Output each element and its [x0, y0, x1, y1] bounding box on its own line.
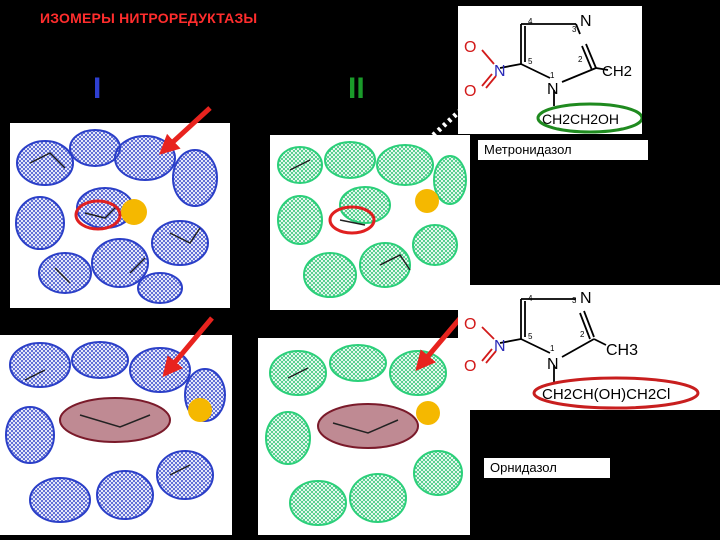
methyl-label: CH2	[602, 63, 633, 80]
ring-num-1: 1	[550, 71, 555, 80]
ring-num-5: 5	[528, 57, 533, 66]
ring-num-2: 2	[578, 55, 583, 64]
atom-o-bottom: O	[464, 358, 477, 375]
atom-n-bottom: N	[547, 356, 559, 373]
arrow-1	[162, 108, 210, 152]
structure-ornidazole	[458, 285, 720, 410]
arrow-2	[165, 318, 212, 374]
ring-num-2: 2	[580, 330, 585, 339]
ring-num-1: 1	[550, 344, 555, 353]
atom-o-top: O	[464, 316, 477, 333]
atom-o-bottom: O	[464, 83, 477, 100]
isomer-label-1: I	[93, 72, 102, 105]
atom-nitro-n: N	[494, 338, 506, 355]
atom-nitro-n: N	[494, 63, 506, 80]
atom-n-top: N	[580, 13, 592, 30]
ring-num-5: 5	[528, 332, 533, 341]
atom-n-bottom: N	[547, 81, 559, 98]
ring-num-4: 4	[528, 294, 533, 303]
ring-num-3: 3	[572, 25, 577, 34]
atom-n-top: N	[580, 290, 592, 307]
caption-ornidazole: Орнидазол	[484, 458, 610, 478]
page-title: ИЗОМЕРЫ НИТРОРЕДУКТАЗЫ	[40, 10, 258, 26]
structure-metronidazole	[458, 6, 642, 134]
ring-num-3: 3	[572, 296, 577, 305]
substituent-label: CH2CH(OH)CH2Cl	[542, 386, 671, 403]
caption-metronidazole: Метронидазол	[478, 140, 648, 160]
isomer-label-2: II	[348, 72, 365, 105]
atom-o-top: O	[464, 39, 477, 56]
arrow-3	[418, 316, 462, 368]
substituent-label: CH2CH2OH	[542, 111, 620, 127]
methyl-label: CH3	[606, 342, 639, 359]
ring-num-4: 4	[528, 17, 533, 26]
